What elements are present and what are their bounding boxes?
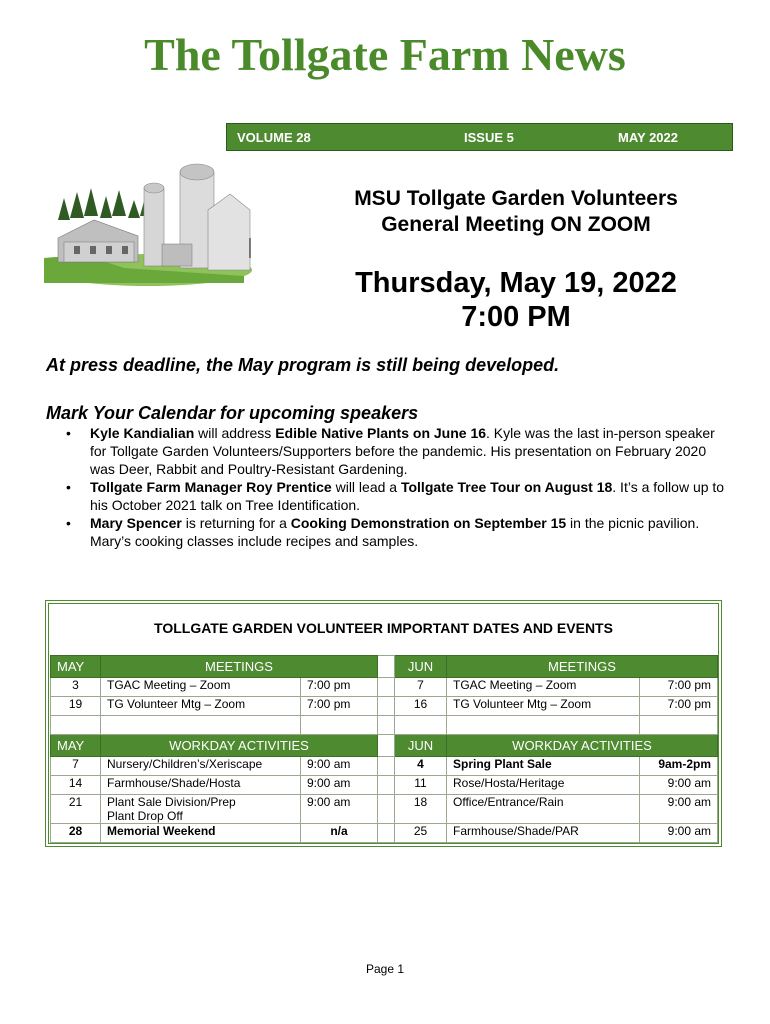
issue-label: ISSUE 5	[464, 130, 514, 145]
table-row	[51, 697, 718, 716]
spacer-cell	[378, 757, 395, 776]
issue-bar	[226, 123, 733, 151]
day-cell: 4	[395, 757, 447, 776]
event-cell: Spring Plant Sale	[447, 757, 640, 776]
time-cell: 9:00 am	[301, 795, 378, 824]
speaker-item	[46, 424, 726, 478]
month-header: JUN	[395, 656, 447, 678]
day-cell: 7	[395, 678, 447, 697]
farm-illustration	[44, 158, 252, 288]
month-header: MAY	[51, 656, 101, 678]
empty-cell	[301, 716, 378, 735]
speaker-name: Tollgate Farm Manager Roy Prentice	[90, 479, 332, 495]
time-cell: n/a	[301, 824, 378, 843]
time-cell: 9am-2pm	[640, 757, 718, 776]
event-line: Plant Sale Division/Prep	[107, 795, 236, 809]
speaker-topic: Cooking Demonstration on September 15	[290, 515, 567, 531]
spacer-cell	[378, 716, 395, 735]
table-row	[51, 678, 718, 697]
month-header: JUN	[395, 735, 447, 757]
newsletter-title: The Tollgate Farm News	[144, 29, 626, 80]
table-row	[51, 776, 718, 795]
day-cell: 3	[51, 678, 101, 697]
meeting-date: Thursday, May 19, 2022	[355, 267, 677, 299]
events-table	[50, 655, 718, 843]
event-cell: TG Volunteer Mtg – Zoom	[101, 697, 301, 716]
speaker-detail: . Kyle was the last in-person speaker for Tollgate Garden Volunteers/Supporters before the pandemic. His presentation on February 2020 was Deer, Rabbit and Poultry-Resistant Gardening.	[90, 425, 715, 477]
calendar-heading: Mark Your Calendar for upcoming speakers	[46, 403, 419, 423]
meeting-heading	[318, 186, 714, 238]
table-row-blank	[51, 716, 718, 735]
empty-cell	[640, 716, 718, 735]
event-cell: Nursery/Children’s/Xeriscape	[101, 757, 301, 776]
page-number: Page 1	[365, 962, 405, 976]
day-cell: 28	[51, 824, 101, 843]
empty-cell	[101, 716, 301, 735]
empty-cell	[447, 716, 640, 735]
event-line: Plant Drop Off	[107, 809, 183, 823]
meetings-header: MEETINGS	[101, 656, 378, 678]
event-cell: Farmhouse/Shade/Hosta	[101, 776, 301, 795]
day-cell: 21	[51, 795, 101, 824]
day-cell: 11	[395, 776, 447, 795]
time-cell: 7:00 pm	[301, 678, 378, 697]
time-cell: 7:00 pm	[640, 697, 718, 716]
empty-cell	[395, 716, 447, 735]
event-cell: TGAC Meeting – Zoom	[101, 678, 301, 697]
day-cell: 14	[51, 776, 101, 795]
workday-header: WORKDAY ACTIVITIES	[101, 735, 378, 757]
speaker-detail: . It’s a follow up to his October 2021 talk on Tree Identification.	[90, 479, 725, 513]
time-cell: 7:00 pm	[301, 697, 378, 716]
event-cell: Office/Entrance/Rain	[447, 795, 640, 824]
table-row	[51, 757, 718, 776]
day-cell: 25	[395, 824, 447, 843]
volume-label: VOLUME 28	[237, 130, 311, 145]
day-cell: 7	[51, 757, 101, 776]
spacer-cell	[378, 697, 395, 716]
meeting-heading-line1: MSU Tollgate Garden Volunteers	[354, 187, 678, 210]
speaker-list	[46, 424, 726, 550]
event-cell: TG Volunteer Mtg – Zoom	[447, 697, 640, 716]
speaker-text: will address	[194, 425, 276, 441]
spacer-cell	[378, 795, 395, 824]
time-cell: 9:00 am	[640, 776, 718, 795]
spacer-cell	[378, 776, 395, 795]
speaker-topic: Edible Native Plants on June 16	[275, 425, 487, 441]
spacer-cell	[378, 824, 395, 843]
time-cell: 9:00 am	[301, 757, 378, 776]
event-cell: Memorial Weekend	[101, 824, 301, 843]
workday-header-row	[51, 735, 718, 757]
spacer-cell	[378, 656, 395, 678]
meetings-header: MEETINGS	[447, 656, 718, 678]
meeting-heading-line2: General Meeting ON ZOOM	[381, 213, 651, 236]
day-cell: 18	[395, 795, 447, 824]
table-row	[51, 795, 718, 824]
event-cell: Farmhouse/Shade/PAR	[447, 824, 640, 843]
meeting-time: 7:00 PM	[461, 301, 571, 333]
event-cell: Rose/Hosta/Heritage	[447, 776, 640, 795]
speaker-detail: in the picnic pavilion. Mary’s cooking classes include recipes and samples.	[90, 515, 700, 549]
event-cell: TGAC Meeting – Zoom	[447, 678, 640, 697]
table-row	[51, 824, 718, 843]
speaker-item	[46, 514, 726, 550]
workday-header: WORKDAY ACTIVITIES	[447, 735, 718, 757]
meetings-header-row	[51, 656, 718, 678]
events-title: TOLLGATE GARDEN VOLUNTEER IMPORTANT DATES AND EVENTS	[154, 620, 613, 636]
spacer-cell	[378, 678, 395, 697]
time-cell: 9:00 am	[640, 824, 718, 843]
day-cell: 19	[51, 697, 101, 716]
time-cell: 7:00 pm	[640, 678, 718, 697]
day-cell: 16	[395, 697, 447, 716]
speaker-text: is returning for a	[181, 515, 291, 531]
speaker-topic: Tollgate Tree Tour on August 18	[400, 479, 613, 495]
empty-cell	[51, 716, 101, 735]
meeting-datetime	[318, 266, 714, 334]
speaker-item	[46, 478, 726, 514]
month-header: MAY	[51, 735, 101, 757]
time-cell: 9:00 am	[301, 776, 378, 795]
speaker-name: Kyle Kandialian	[90, 425, 195, 441]
event-cell	[101, 795, 301, 824]
speaker-text: will lead a	[331, 479, 401, 495]
press-deadline-note: At press deadline, the May program is still being developed.	[46, 355, 560, 375]
speaker-name: Mary Spencer	[90, 515, 182, 531]
time-cell: 9:00 am	[640, 795, 718, 824]
spacer-cell	[378, 735, 395, 757]
issue-date-label: MAY 2022	[618, 130, 678, 145]
